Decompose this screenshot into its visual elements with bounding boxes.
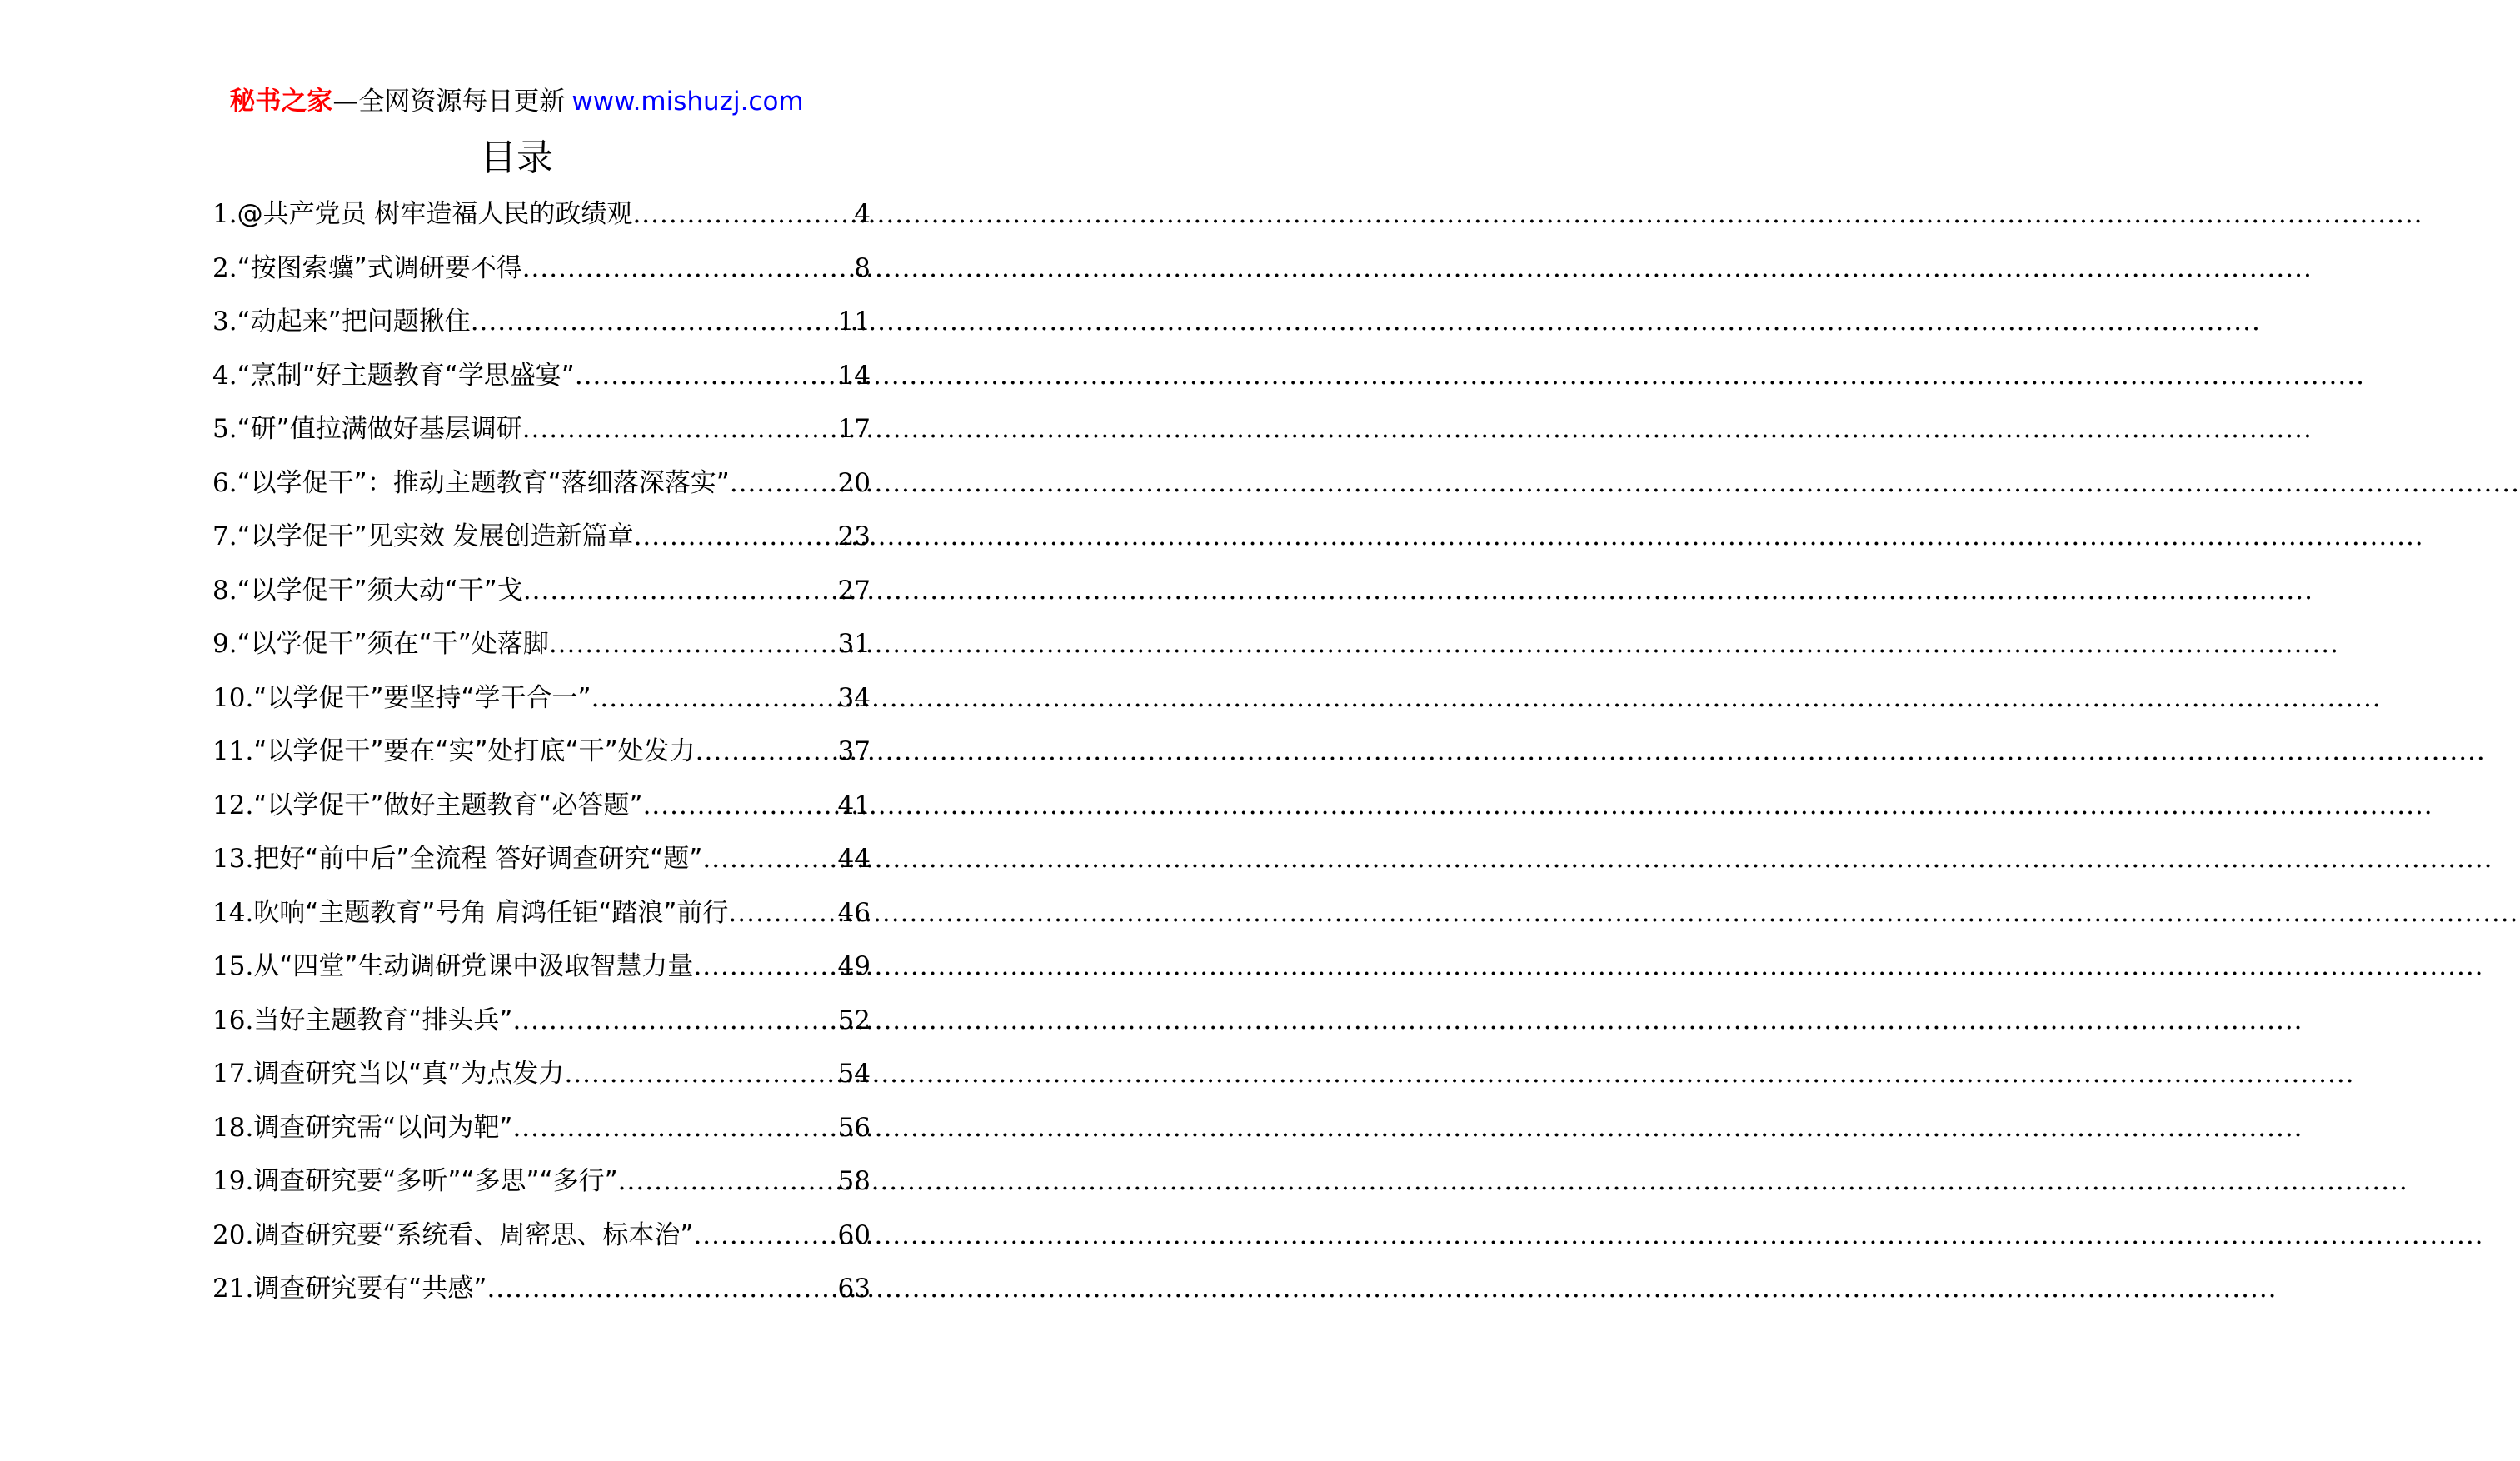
toc-entry-number: 16. (212, 1005, 254, 1035)
toc-entry[interactable] (212, 295, 871, 349)
toc-entry-title: “动起来”把问题揪住 (237, 307, 471, 337)
toc-entry-number: 15. (212, 951, 254, 981)
toc-entry-page: 4 (854, 199, 871, 229)
toc-entry-title: “按图索骥”式调研要不得 (237, 252, 522, 283)
toc-entry-number: 12. (212, 790, 254, 820)
toc-entry-page: 44 (837, 844, 871, 874)
toc-entry[interactable] (212, 1154, 871, 1209)
toc-dot-leader (522, 242, 853, 296)
toc-entry-page: 14 (837, 360, 871, 391)
toc-entry-number: 8. (212, 575, 237, 606)
toc-entry-title: “以学促干”做好主题教育“必答题” (253, 790, 643, 820)
toc-entry-number: 18. (212, 1112, 254, 1143)
toc-entry[interactable] (212, 1101, 871, 1155)
toc-dot-leader (696, 725, 836, 779)
toc-dot-leader (512, 994, 836, 1048)
document-page (0, 0, 1033, 1461)
toc-dot-leader (728, 886, 836, 940)
toc-entry[interactable] (212, 886, 871, 940)
toc-dot-leader (564, 1047, 836, 1101)
toc-dot-leader (632, 187, 852, 242)
site-header (0, 83, 1033, 120)
toc-entry-title: 调查研究需“以问为靶” (253, 1112, 513, 1143)
toc-entry-page: 49 (837, 951, 871, 981)
toc-entry-title: “以学促干”须在“干”处落脚 (237, 629, 549, 659)
toc-entry-number: 2. (212, 252, 237, 283)
toc-dot-leader (487, 1262, 836, 1316)
toc-entry-page: 54 (837, 1059, 871, 1089)
toc-entry[interactable] (212, 564, 871, 618)
toc-entry-page: 27 (837, 575, 871, 606)
toc-entry-number: 14. (212, 897, 254, 928)
toc-dot-leader (702, 832, 836, 886)
toc-entry-number: 1. (212, 199, 237, 229)
toc-entry-title: “以学促干”要坚持“学干合一” (253, 682, 591, 713)
toc-entry-title: “以学促干”：推动主题教育“落细落深落实” (237, 467, 730, 498)
toc-entry-page: 41 (837, 790, 871, 820)
toc-entry-number: 4. (212, 360, 237, 391)
toc-entry-title: “以学促干”要在“实”处打底“干”处发力 (253, 736, 696, 766)
table-of-contents (212, 187, 871, 1316)
website-link[interactable]: www.mishuzj.com (571, 87, 804, 117)
toc-entry-number: 7. (212, 521, 237, 551)
toc-dot-leader (471, 295, 836, 349)
toc-entry[interactable] (212, 242, 871, 296)
toc-dot-leader (693, 1209, 836, 1263)
toc-entry-number: 19. (212, 1166, 254, 1196)
toc-entry-number: 10. (212, 682, 254, 713)
toc-dot-leader (634, 510, 836, 564)
toc-entry-page: 31 (837, 629, 871, 659)
toc-entry-page: 37 (837, 736, 871, 766)
toc-entry-page: 52 (837, 1005, 871, 1035)
toc-dot-leader (643, 779, 836, 833)
toc-dot-leader (549, 617, 836, 671)
toc-dot-leader (575, 349, 836, 403)
toc-entry-page: 56 (837, 1112, 871, 1143)
toc-entry-title: 调查研究当以“真”为点发力 (253, 1059, 565, 1089)
toc-entry[interactable] (212, 994, 871, 1048)
toc-entry-title: 把好“前中后”全流程 答好调查研究“题” (253, 844, 703, 874)
toc-entry-page: 60 (837, 1219, 871, 1250)
toc-entry-title: “以学促干”须大动“干”戈 (237, 575, 523, 606)
toc-entry[interactable] (212, 1262, 871, 1316)
toc-entry-number: 21. (212, 1274, 254, 1304)
toc-entry[interactable] (212, 671, 871, 726)
toc-entry-page: 8 (854, 252, 871, 283)
toc-entry-page: 58 (837, 1166, 871, 1196)
header-slogan: —全网资源每日更新 (332, 87, 566, 117)
toc-dot-leader (693, 940, 836, 994)
toc-entry-page: 17 (837, 414, 871, 444)
toc-entry[interactable] (212, 1209, 871, 1263)
toc-entry-title: @共产党员 树牢造福人民的政绩观 (237, 199, 633, 229)
toc-entry[interactable] (212, 1047, 871, 1101)
toc-entry[interactable] (212, 940, 871, 994)
toc-dot-leader (618, 1154, 836, 1209)
toc-entry[interactable] (212, 510, 871, 564)
toc-entry-number: 5. (212, 414, 237, 444)
page-title: 目录 (480, 137, 553, 179)
toc-entry-number: 3. (212, 307, 237, 337)
toc-entry-page: 34 (837, 682, 871, 713)
toc-entry[interactable] (212, 617, 871, 671)
toc-entry-title: 调查研究要“系统看、周密思、标本治” (253, 1219, 694, 1250)
toc-entry[interactable] (212, 456, 871, 511)
toc-entry[interactable] (212, 402, 871, 456)
toc-entry-number: 13. (212, 844, 254, 874)
toc-entry-number: 20. (212, 1219, 254, 1250)
toc-entry[interactable] (212, 779, 871, 833)
toc-dot-leader (512, 1101, 836, 1155)
brand-name: 秘书之家 (229, 87, 333, 117)
toc-entry-title: 吹响“主题教育”号角 肩鸿任钜“踏浪”前行 (253, 897, 729, 928)
toc-entry[interactable] (212, 832, 871, 886)
toc-entry-page: 23 (837, 521, 871, 551)
toc-entry-title: “以学促干”见实效 发展创造新篇章 (237, 521, 634, 551)
toc-dot-leader (522, 402, 836, 456)
toc-entry-page: 46 (837, 897, 871, 928)
toc-dot-leader (730, 456, 836, 511)
toc-entry-page: 20 (837, 467, 871, 498)
toc-entry[interactable] (212, 725, 871, 779)
toc-dot-leader (591, 671, 836, 726)
toc-entry-number: 11. (212, 736, 254, 766)
toc-entry-number: 9. (212, 629, 237, 659)
toc-entry[interactable] (212, 349, 871, 403)
toc-entry-title: 当好主题教育“排头兵” (253, 1005, 513, 1035)
toc-entry-number: 6. (212, 467, 237, 498)
toc-entry-page: 11 (837, 307, 871, 337)
toc-entry-number: 17. (212, 1059, 254, 1089)
toc-entry-page: 63 (837, 1274, 871, 1304)
toc-entry-title: 调查研究要有“共感” (253, 1274, 487, 1304)
toc-entry-title: “烹制”好主题教育“学思盛宴” (237, 360, 575, 391)
toc-entry-title: 从“四堂”生动调研党课中汲取智慧力量 (253, 951, 694, 981)
toc-entry-title: 调查研究要“多听”“多思”“多行” (253, 1166, 618, 1196)
toc-entry-title: “研”值拉满做好基层调研 (237, 414, 522, 444)
toc-entry[interactable] (212, 187, 871, 242)
toc-dot-leader (523, 564, 836, 618)
